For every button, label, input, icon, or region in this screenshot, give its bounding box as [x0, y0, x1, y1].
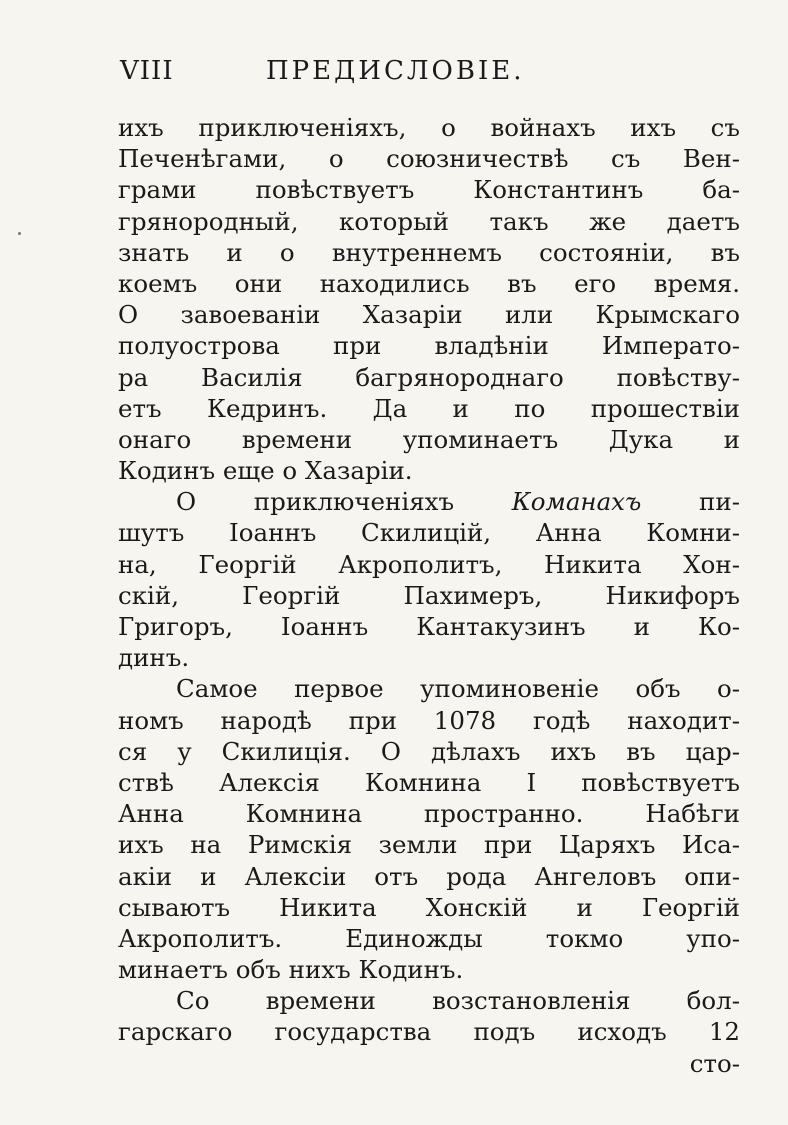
page-header — [120, 56, 740, 96]
text-line: на, Георгій Акрополитъ, Никита Хон- — [118, 549, 740, 579]
text-line: ихъ приключеніяхъ, о войнахъ ихъ съ — [118, 113, 740, 142]
text-line: полуострова при владѣніи Императо- — [118, 331, 740, 361]
text-line: Анна Комнина пространно. Набѣги — [118, 799, 740, 829]
text-line: О приключеніяхъ Команахъ пи- — [176, 487, 740, 517]
text-line: О завоеваніи Хазаріи или Крымскаго — [118, 300, 740, 330]
text-line: ся у Скилиція. О дѣлахъ ихъ въ цар- — [118, 736, 740, 766]
text-line: грянородный, который такъ же даетъ — [118, 206, 740, 236]
scan-speck — [18, 232, 21, 235]
text-line: коемъ они находились въ его время. — [118, 268, 740, 298]
text-line: грами повѣствуетъ Константинъ ба- — [118, 175, 740, 205]
text-line: сываютъ Никита Хонскій и Георгій — [118, 892, 740, 922]
page-number: VIII — [120, 56, 174, 86]
text-line: ствѣ Алексія Комнина I повѣствуетъ — [118, 767, 740, 797]
body-text — [118, 112, 740, 1079]
text-line: Григоръ, Іоаннъ Кантакузинъ и Ко- — [118, 612, 740, 641]
text-line: гарскаго государства подъ исходъ 12 — [118, 1017, 740, 1047]
text-line: шутъ Іоаннъ Скилицій, Анна Комни- — [118, 518, 740, 548]
text-line: Самое первое упоминовеніе объ о- — [176, 674, 740, 704]
italic-term: Команахъ — [511, 487, 642, 517]
text-line: минаетъ объ нихъ Кодинъ. — [118, 955, 464, 985]
text-line: Со времени возстановленія бол- — [176, 986, 740, 1016]
text-line: акіи и Алексіи отъ рода Ангеловъ опи- — [118, 861, 740, 891]
catchword: сто- — [689, 1048, 740, 1078]
running-title: ПРЕДИСЛОВІЕ. — [266, 56, 525, 86]
text-line: етъ Кедринъ. Да и по прошествіи — [118, 393, 740, 423]
text-line: Кодинъ еще о Хазаріи. — [118, 456, 413, 486]
text-line: Печенѣгами, о союзничествѣ съ Вен- — [118, 144, 740, 174]
text-line: онаго времени упоминаетъ Дука и — [118, 424, 740, 454]
text-line: знать и о внутреннемъ состояніи, въ — [118, 237, 740, 267]
text-line: ихъ на Римскія земли при Царяхъ Иса- — [118, 830, 740, 860]
text-line: номъ народѣ при 1078 годѣ находит- — [118, 705, 740, 735]
text-line: динъ. — [118, 643, 190, 673]
text-line: скій, Георгій Пахимеръ, Никифоръ — [118, 580, 740, 610]
text-line: ра Василія багрянороднаго повѣству- — [118, 362, 740, 392]
text-line: Акрополитъ. Единожды токмо упо- — [118, 923, 740, 953]
